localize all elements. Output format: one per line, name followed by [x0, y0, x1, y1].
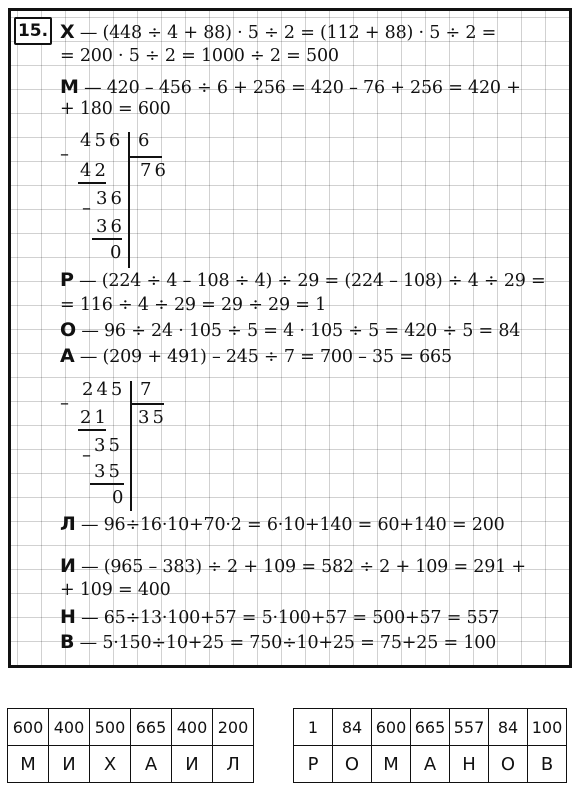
letter-label: О: [60, 319, 76, 341]
equation-text: — 5·150÷10+25 = 750÷10+25 = 75+25 = 100: [74, 633, 497, 653]
letter-label: М: [60, 76, 79, 98]
equation-text: — (965 – 383) ÷ 2 + 109 = 582 ÷ 2 + 109 = 291 +: [75, 557, 526, 577]
equation-line-i: [60, 555, 526, 577]
equation-text: — 420 – 456 ÷ 6 + 256 = 420 – 76 + 256 = 420 +: [78, 78, 521, 98]
answer-letter-cell: Н: [450, 746, 489, 783]
answer-letter-cell: О: [489, 746, 528, 783]
long-division-456-by-6: [60, 130, 190, 270]
answer-number-cell: 84: [333, 709, 372, 746]
letter-label: Н: [60, 606, 76, 628]
equation-line-m-cont: [60, 99, 171, 119]
answer-number-cell: 500: [90, 709, 131, 746]
division-quotient: 35: [138, 407, 167, 428]
division-underline: [90, 483, 124, 485]
long-division-245-by-7: [60, 379, 190, 519]
answer-letter-cell: Х: [90, 746, 131, 783]
letter-label: Л: [60, 513, 76, 535]
answer-letter-cell: А: [411, 746, 450, 783]
equation-line-r: [60, 269, 546, 291]
equation-line-o: [60, 319, 520, 341]
answer-number-cell: 600: [8, 709, 49, 746]
answer-number-cell: 600: [372, 709, 411, 746]
answer-letter-cell: А: [131, 746, 172, 783]
letter-label: Х: [60, 21, 75, 43]
division-subtrahend: 21: [80, 407, 109, 428]
equation-line-i-cont: [60, 580, 171, 600]
equation-text: — (224 ÷ 4 – 108 ÷ 4) ÷ 29 = (224 – 108) ÷ 4 ÷ 29 =: [73, 271, 546, 291]
equation-line-a: [60, 345, 452, 367]
division-underline: [78, 429, 106, 431]
answer-letter-cell: В: [528, 746, 567, 783]
equation-text: — (448 ÷ 4 + 88) · 5 ÷ 2 = (112 + 88) · 5 ÷ 2 =: [74, 23, 497, 43]
division-divisor: 7: [140, 379, 152, 400]
answer-letter-cell: О: [333, 746, 372, 783]
answer-number-cell: 1: [294, 709, 333, 746]
answer-letter-cell: М: [372, 746, 411, 783]
minus-sign: –: [60, 144, 69, 165]
equation-line-l: [60, 513, 505, 535]
equation-line-x-cont: [60, 46, 339, 66]
answer-letter-cell: Л: [213, 746, 254, 783]
division-subtrahend: 42: [80, 160, 109, 181]
equation-text: = 116 ÷ 4 ÷ 29 = 29 ÷ 29 = 1: [60, 295, 327, 315]
equation-text: + 180 = 600: [60, 99, 171, 119]
answer-number-cell: 665: [411, 709, 450, 746]
equation-line-n: [60, 606, 499, 628]
answer-letters-row: [294, 746, 567, 783]
letter-label: И: [60, 555, 76, 577]
answer-table-surname: [293, 708, 567, 783]
letter-label: А: [60, 345, 75, 367]
answer-letter-cell: М: [8, 746, 49, 783]
equation-text: — (209 + 491) – 245 ÷ 7 = 700 – 35 = 665: [74, 347, 452, 367]
equation-text: + 109 = 400: [60, 580, 171, 600]
equation-line-v: [60, 631, 496, 653]
answer-letter-cell: И: [172, 746, 213, 783]
division-bracket-vertical: [128, 132, 130, 268]
minus-sign: –: [82, 198, 91, 219]
answer-number-cell: 400: [49, 709, 90, 746]
answer-number-cell: 557: [450, 709, 489, 746]
answer-numbers-row: [294, 709, 567, 746]
division-remainder: 35: [94, 435, 123, 456]
task-number-badge: 15.: [14, 17, 52, 45]
division-bracket-horizontal: [128, 156, 162, 158]
answer-number-cell: 100: [528, 709, 567, 746]
equation-text: — 96÷16·10+70·2 = 6·10+140 = 60+140 = 200: [75, 515, 505, 535]
answer-table-name: [7, 708, 254, 783]
division-remainder: 0: [112, 487, 124, 508]
division-subtrahend: 36: [96, 216, 125, 237]
answer-number-cell: 84: [489, 709, 528, 746]
equation-text: — 65÷13·100+57 = 5·100+57 = 500+57 = 557: [75, 608, 500, 628]
minus-sign: –: [82, 445, 91, 466]
answer-number-cell: 200: [213, 709, 254, 746]
answer-letters-row: [8, 746, 254, 783]
answer-number-cell: 665: [131, 709, 172, 746]
division-dividend: 245: [82, 379, 126, 400]
equation-line-x: [60, 21, 496, 43]
division-divisor: 6: [138, 130, 150, 151]
division-bracket-horizontal: [130, 403, 164, 405]
division-bracket-vertical: [130, 381, 132, 511]
answer-number-cell: 400: [172, 709, 213, 746]
division-remainder: 36: [96, 188, 125, 209]
division-quotient: 76: [140, 160, 169, 181]
letter-label: Р: [60, 269, 74, 291]
division-underline: [92, 238, 122, 240]
answer-letter-cell: Р: [294, 746, 333, 783]
minus-sign: –: [60, 393, 69, 414]
equation-text: — 96 ÷ 24 · 105 ÷ 5 = 4 · 105 ÷ 5 = 420 ÷ 5 = 84: [75, 321, 521, 341]
answer-letter-cell: И: [49, 746, 90, 783]
division-dividend: 456: [80, 130, 124, 151]
equation-line-m: [60, 76, 521, 98]
answer-numbers-row: [8, 709, 254, 746]
division-remainder: 0: [110, 242, 122, 263]
letter-label: В: [60, 631, 75, 653]
equation-line-r-cont: [60, 295, 326, 315]
division-subtrahend: 35: [94, 461, 123, 482]
division-underline: [78, 182, 106, 184]
equation-text: = 200 · 5 ÷ 2 = 1000 ÷ 2 = 500: [60, 46, 339, 66]
